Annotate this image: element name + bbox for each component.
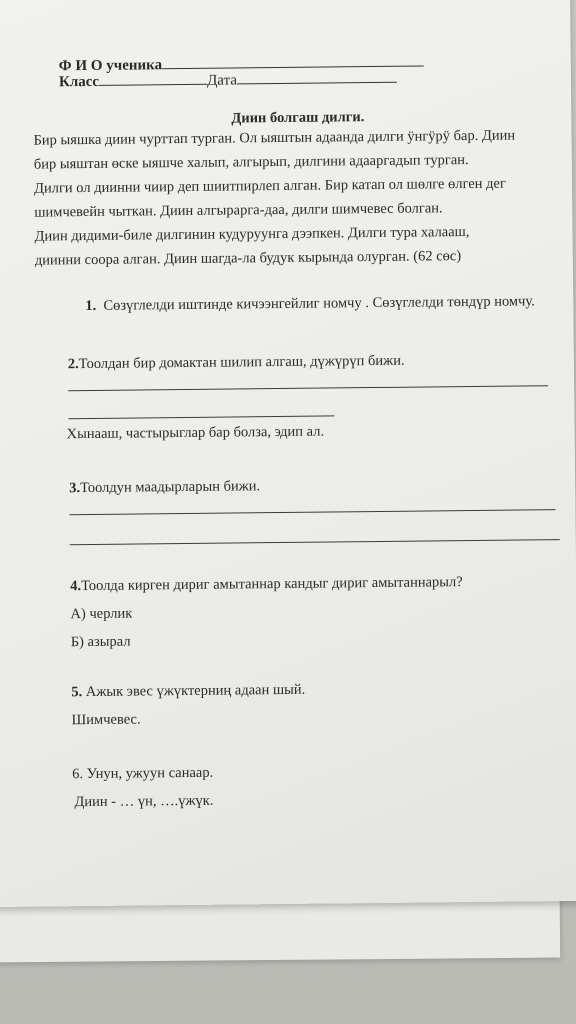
story-line-2: бир ыяштан өске ыяшче халып, алгырып, дилгини адааргадып турган. xyxy=(33,152,469,173)
task-2-note: Хынааш, частырыглар бар болза, эдип ал. xyxy=(66,423,325,443)
task-4 xyxy=(70,574,463,595)
answer-line-2b[interactable] xyxy=(68,415,334,419)
task-4-option-a: А) черлик xyxy=(70,605,133,623)
task-5-text: Ажык эвес үжүктерниң адаан шый. xyxy=(82,681,306,701)
class-date-row xyxy=(59,71,397,92)
answer-line-3b[interactable] xyxy=(70,539,560,545)
story-line-1: Бир ыяшка диин чурттап турган. Ол ыяштын адаанда дилги ӱнгӱрӱ бар. Диин xyxy=(33,127,516,149)
task-3-number: 3. xyxy=(69,480,81,497)
task-1-number: 1. xyxy=(85,297,97,315)
story-line-5: Диин дидими-биле дилгинин кудуруунга дээпкен. Дилги тура халааш, xyxy=(34,224,470,245)
task-2-number: 2. xyxy=(67,356,79,373)
story-line-6: диинни соора алган. Диин шагда-ла будук кырында олурган. (62 сөс) xyxy=(34,248,462,269)
story-line-4: шимчевейн чыткан. Диин алгырарга-даа, дилги шимчевес болган. xyxy=(34,200,443,221)
answer-line-3a[interactable] xyxy=(69,509,555,515)
task-2 xyxy=(68,353,405,374)
task-5 xyxy=(71,682,305,701)
date-blank-line xyxy=(237,82,397,85)
story-line-3: Дилги ол диинни чиир деп шиитпирлеп алган. Бир катап ол шөлге өлген дег xyxy=(33,175,506,197)
task-5-answer: Шимчевес. xyxy=(71,711,141,729)
task-6: 6. Унун, ужуун санаар. xyxy=(72,764,214,783)
fio-label: Ф И О ученика xyxy=(58,57,163,75)
task-1-text: Сөзүглелди иштинде кичээнгейлиг номчу . Сөзүглелди төндүр номчу. xyxy=(103,293,535,314)
task-4-number: 4. xyxy=(70,578,82,595)
fio-blank-line xyxy=(162,65,424,69)
task-4-option-b: Б) азырал xyxy=(70,633,131,651)
task-4-text: Тоолда кирген дириг амытаннар кандыг дириг амытаннарыл? xyxy=(81,574,463,595)
task-1 xyxy=(85,293,535,315)
date-label: Дата xyxy=(206,72,238,89)
class-blank-line xyxy=(99,84,207,86)
task-3-text: Тоолдун маадырларын бижи. xyxy=(79,478,261,497)
story-title: Диин болгаш дилги. xyxy=(231,109,365,127)
task-2-text: Тоолдан бир домактан шилип алгаш, дүжүрүп бижи. xyxy=(78,352,405,373)
answer-line-2a[interactable] xyxy=(68,385,548,391)
task-6-answer: Диин - … үн, ….үжүк. xyxy=(74,792,214,811)
task-5-number: 5. xyxy=(71,684,83,701)
task-3 xyxy=(69,478,260,497)
class-label: Класс xyxy=(58,73,100,91)
